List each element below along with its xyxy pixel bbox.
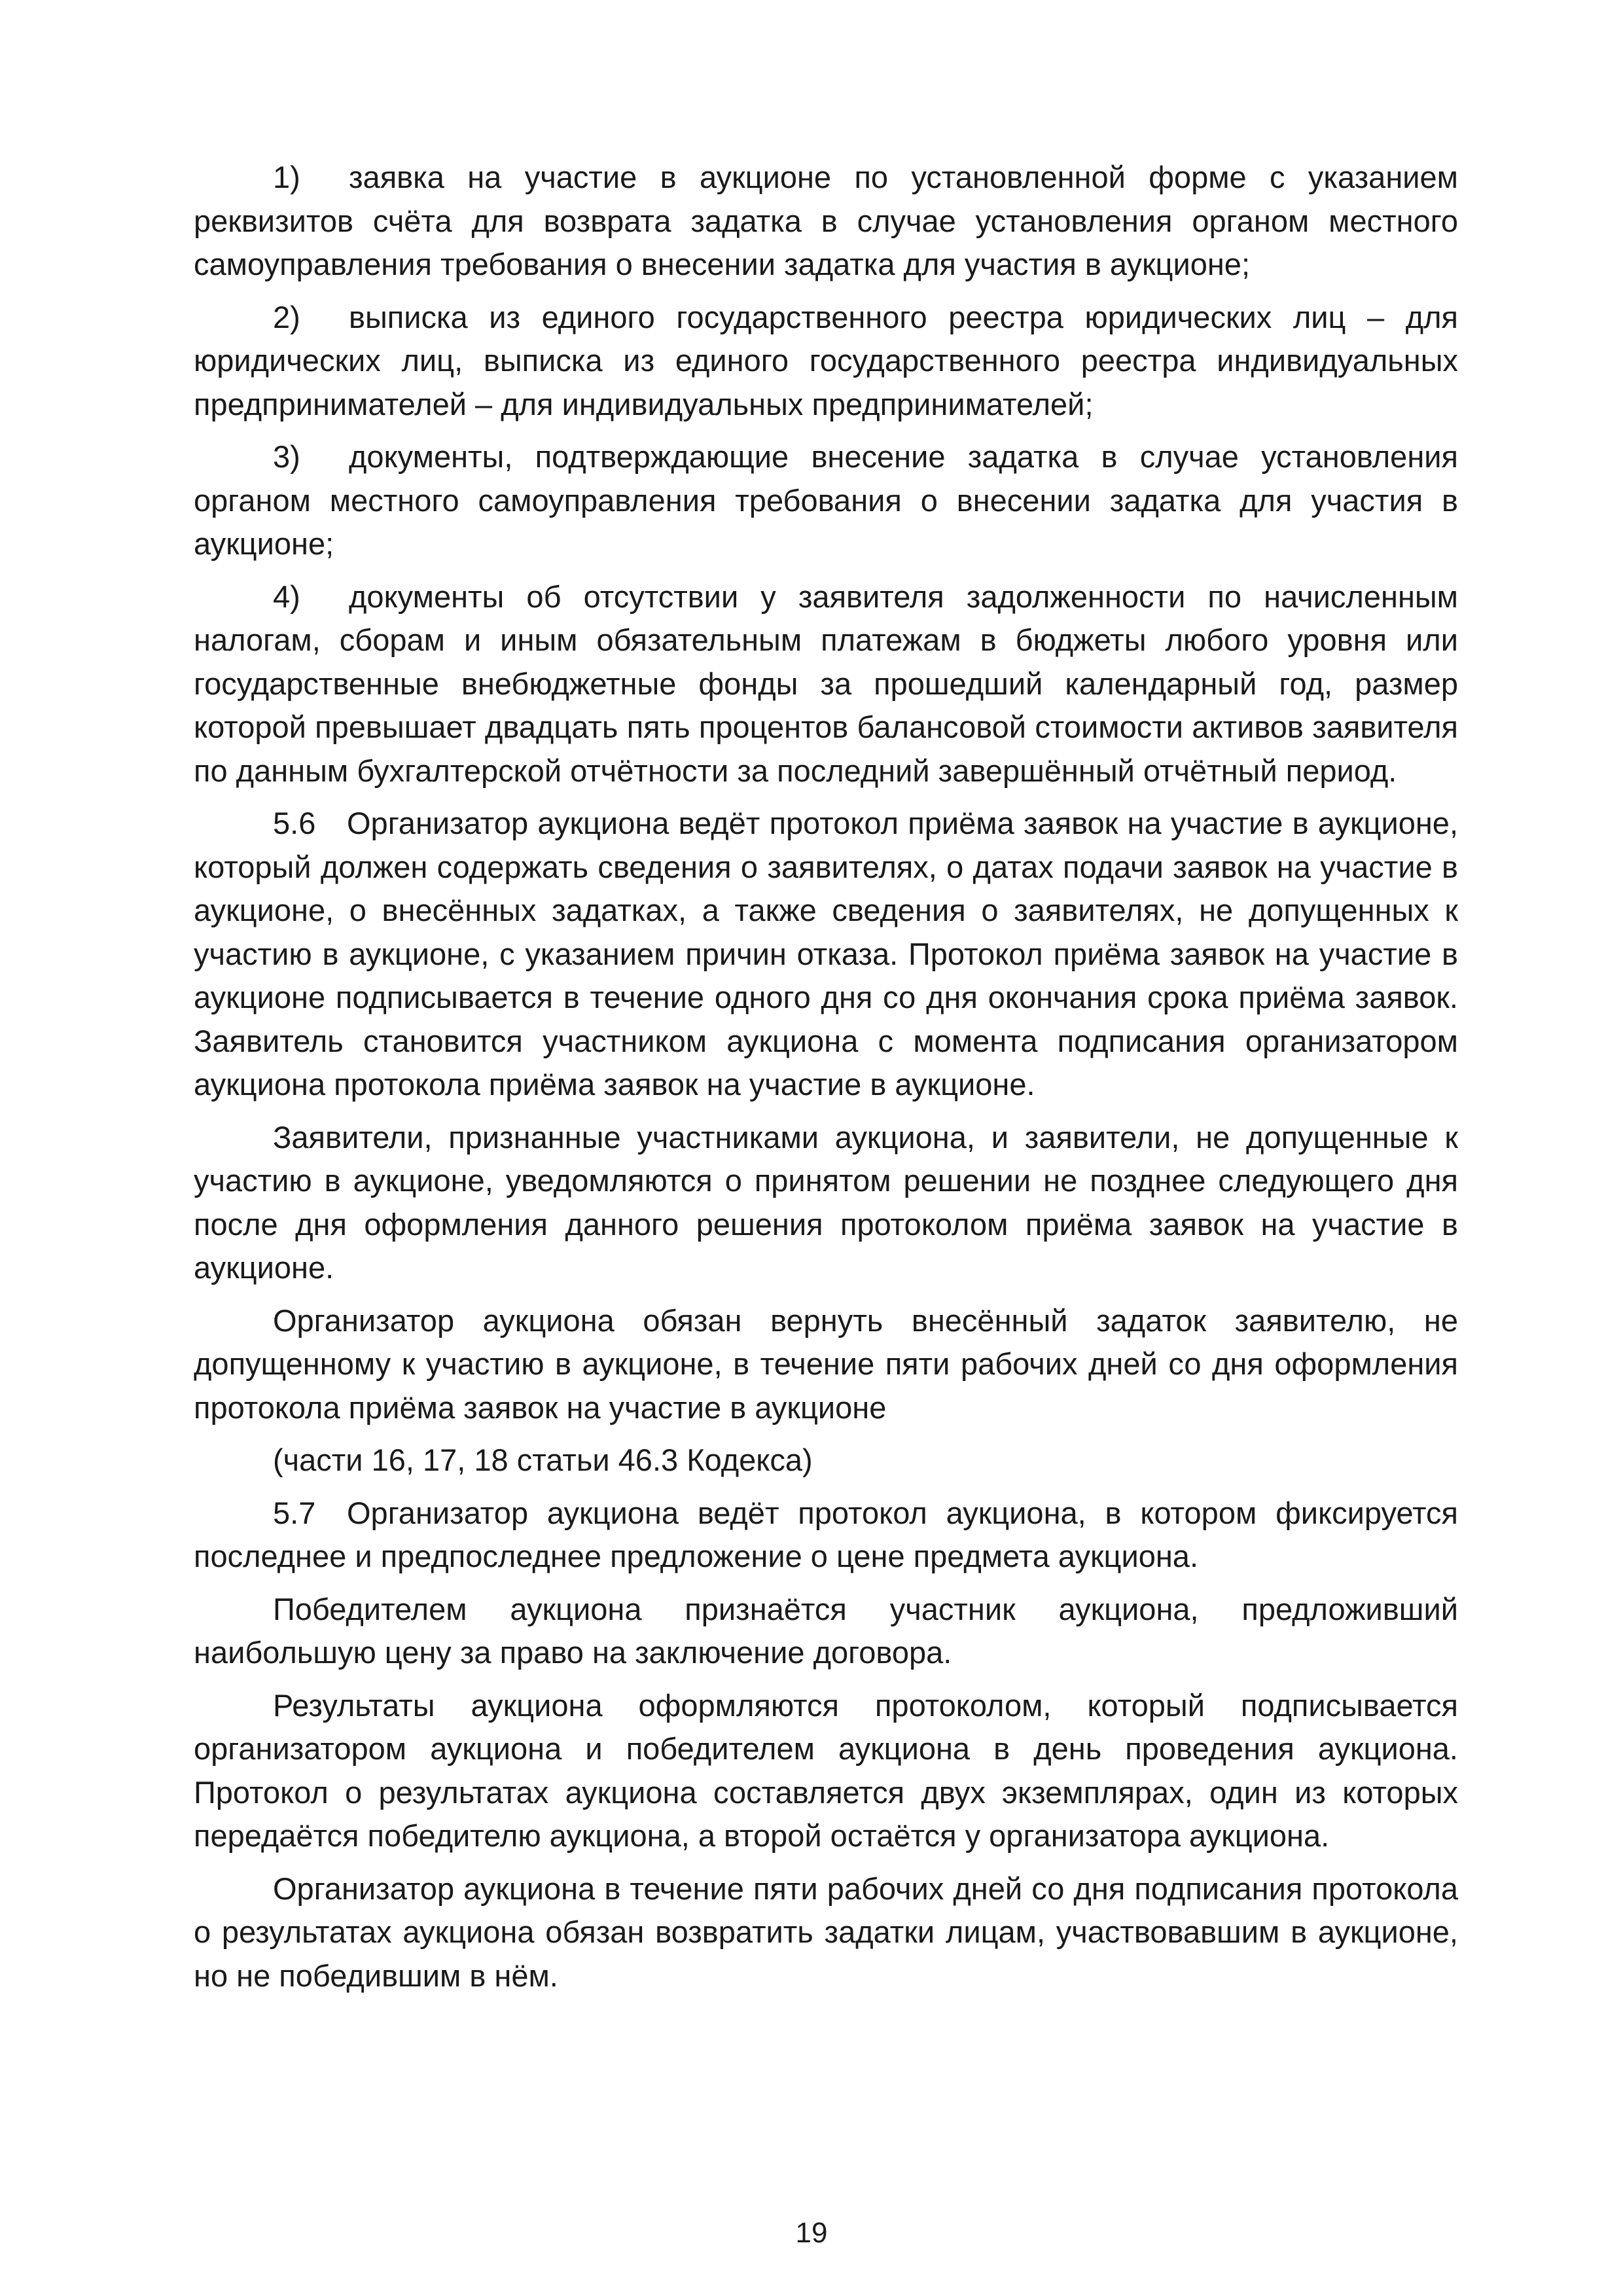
list-item-1 [194,156,1458,287]
paragraph-text: Организатор аукциона обязан вернуть внесённый задаток заявителю, не допущенному к участию в аукционе, в течение пяти рабочих дней со дня оформления протокола приёма заявок на участие в аукционе [194,1302,1458,1425]
paragraph-text: Организатор аукциона в течение пяти рабочих дней со дня подписания протокола о результатах аукциона обязан возвратить задатки лицам, участвовавшим в аукционе, но не победившим в нём. [194,1871,1458,1993]
list-item-number: 1) [273,160,300,194]
section-number: 5.6 [273,806,316,840]
page-number: 19 [795,2217,828,2249]
section-number: 5.7 [273,1495,316,1530]
paragraph-results [194,1684,1458,1858]
list-item-2 [194,296,1458,427]
section-text: Организатор аукциона ведёт протокол приёма заявок на участие в аукционе, который должен содержать сведения о заявителях, о датах подачи заявок на участие в аукционе, о внесённых задатках, а также сведения о заявителях, не допущенных к участию в аукционе, с указанием причин отказа. Протокол приёма заявок на участие в аукционе подписывается в течение одного дня со дня окончания срока приёма заявок. Заявитель становится участником аукциона с момента подписания организатором аукциона протокола приёма заявок на участие в аукционе. [194,806,1458,1102]
list-item-text: выписка из единого государственного реестра юридических лиц – для юридических лиц, выписка из единого государственного реестра индивидуальных предпринимателей – для индивидуальных предпринимателей; [194,299,1458,422]
paragraph-code-reference [194,1439,1458,1482]
list-item-number: 2) [273,299,300,334]
list-item-4 [194,575,1458,793]
paragraph-text: Результаты аукциона оформляются протоколом, который подписывается организатором аукциона и победителем аукциона в день проведения аукциона. Протокол о результатах аукциона составляется двух экземплярах, один из которых передаётся победителю аукциона, а второй остаётся у организатора аукциона. [194,1687,1458,1853]
list-item-3 [194,435,1458,566]
list-item-number: 3) [273,439,300,474]
list-item-text: заявка на участие в аукционе по установленной форме с указанием реквизитов счёта для возврата задатка в случае установления органом местного самоуправления требования о внесении задатка для участия в аукционе; [194,160,1458,281]
paragraph-text: (части 16, 17, 18 статьи 46.3 Кодекса) [273,1443,813,1477]
section-5-7 [194,1492,1458,1579]
list-item-number: 4) [273,579,300,614]
list-item-text: документы, подтверждающие внесение задатка в случае установления органом местного самоуправления требования о внесении задатка для участия в аукционе; [194,439,1458,561]
section-text: Организатор аукциона ведёт протокол аукциона, в котором фиксируется последнее и предпоследнее предложение о цене предмета аукциона. [194,1495,1458,1573]
section-5-6 [194,802,1458,1107]
paragraph-applicants-notice [194,1116,1458,1290]
list-item-text: документы об отсутствии у заявителя задолженности по начисленным налогам, сборам и иным обязательным платежам в бюджеты любого уровня или государственные внебюджетные фонды за прошедший календарный год, размер которой превышает двадцать пять процентов балансовой стоимости активов заявителя по данным бухгалтерской отчётности за последний завершённый отчётный период. [194,579,1458,788]
paragraph-winner [194,1588,1458,1675]
paragraph-text: Победителем аукциона признаётся участник аукциона, предложивший наибольшую цену за право на заключение договора. [194,1591,1458,1670]
paragraph-text: Заявители, признанные участниками аукциона, и заявители, не допущенные к участию в аукционе, уведомляются о принятом решении не позднее следующего дня после дня оформления данного решения протоколом приёма заявок на участие в аукционе. [194,1119,1458,1285]
document-body [194,156,1458,2007]
paragraph-deposit-refund [194,1867,1458,1998]
paragraph-deposit-return [194,1299,1458,1430]
